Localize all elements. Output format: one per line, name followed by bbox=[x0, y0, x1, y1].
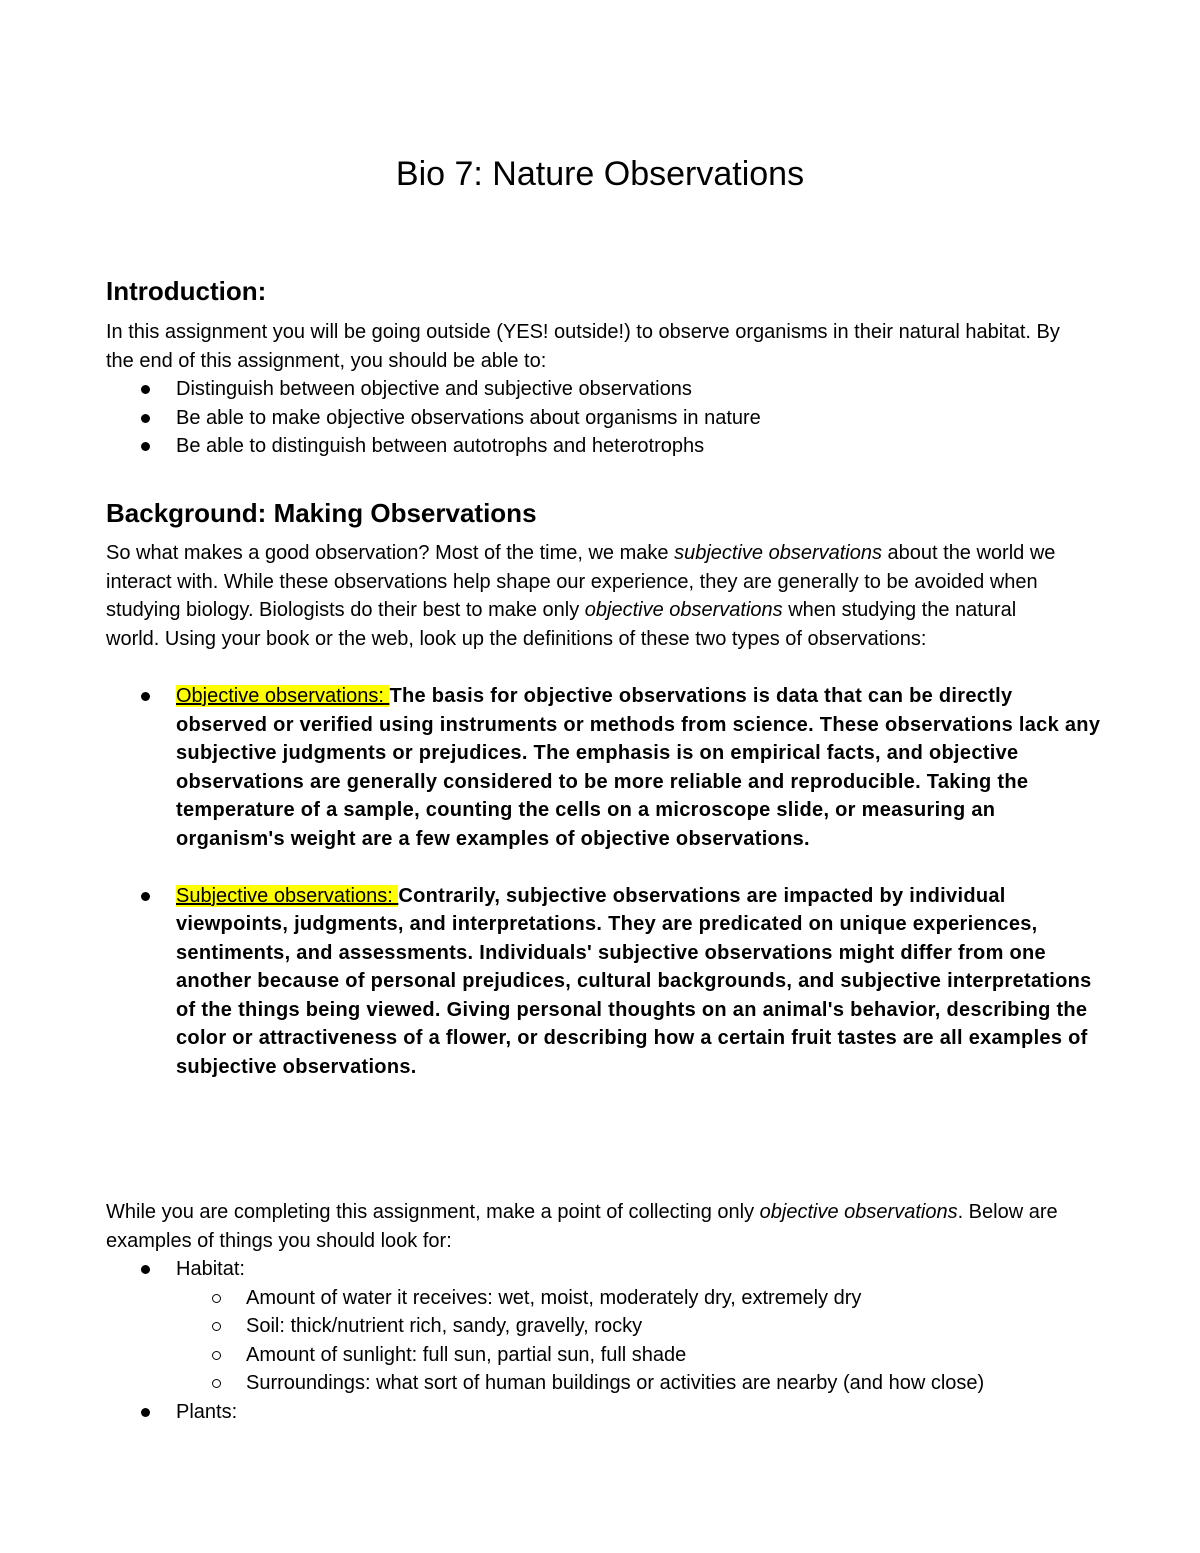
introduction-paragraph: In this assignment you will be going outside (YES! outside!) to observe organisms in their natural habitat. By the end of this assignment, you should be able to: bbox=[106, 321, 1060, 372]
introduction-heading: Introduction: bbox=[106, 276, 267, 306]
bullet-icon bbox=[141, 892, 150, 901]
bullet-icon bbox=[141, 442, 150, 451]
list-item: Amount of water it receives: wet, moist, moderately dry, extremely dry bbox=[106, 1284, 1096, 1313]
definition-objective bbox=[106, 682, 1106, 853]
list-item-habitat: Habitat: bbox=[106, 1255, 1096, 1284]
objective-definition: The basis for objective observations is data that can be directly observed or verified using instruments or methods from science. These observations lack any subjective judgments or prejudices. The emphasis is on empirical facts, and objective observations are generally considered to be more reliable and reproducible. Taking the temperature of a sample, counting the cells on a microscope slide, or measuring an organism's weight are a few examples of objective observations. bbox=[176, 685, 1101, 850]
list-item: Soil: thick/nutrient rich, sandy, gravelly, rocky bbox=[106, 1312, 1096, 1341]
hollow-bullet-icon bbox=[212, 1294, 221, 1303]
subjective-term: Subjective observations: bbox=[176, 884, 399, 907]
list-item-plants: Plants: bbox=[106, 1398, 1096, 1427]
definition-subjective bbox=[106, 882, 1106, 1082]
bullet-icon bbox=[141, 1408, 150, 1417]
list-item: Distinguish between objective and subjective observations bbox=[106, 375, 1096, 404]
list-item: Be able to distinguish between autotrophs and heterotrophs bbox=[106, 432, 1096, 461]
list-item: Surroundings: what sort of human buildings or activities are nearby (and how close) bbox=[106, 1369, 1096, 1398]
hollow-bullet-icon bbox=[212, 1322, 221, 1331]
definitions-list bbox=[106, 682, 1106, 1081]
subjective-definition: Contrarily, subjective observations are impacted by individual viewpoints, judgments, and interpretations. They are predicated on unique experiences, sentiments, and assessments. Individuals' subjective observations might differ from one another because of personal prejudices, cultural backgrounds, and subjective interpretations of the things being viewed. Giving personal thoughts on an animal's behavior, describing the color or attractiveness of a flower, or describing how a certain fruit tastes are all examples of subjective observations. bbox=[176, 884, 1092, 1078]
things-to-look-for-list bbox=[106, 1255, 1096, 1426]
background-heading: Background: Making Observations bbox=[106, 498, 537, 528]
bullet-icon bbox=[141, 692, 150, 701]
bullet-icon bbox=[141, 414, 150, 423]
background-paragraph: So what makes a good observation? Most of the time, we make subjective observations about the world we interact with. While these observations help shape our experience, they are generally to be avoided when studying biology. Biologists do their best to make only objective observations when studying the natural world. Using your book or the web, look up the definitions of these two types of observations: bbox=[106, 542, 1056, 650]
learning-goals-list bbox=[106, 375, 1096, 461]
hollow-bullet-icon bbox=[212, 1351, 221, 1360]
bullet-icon bbox=[141, 385, 150, 394]
collecting-paragraph: While you are completing this assignment, make a point of collecting only objective observations. Below are examples of things you should look for: bbox=[106, 1201, 1058, 1252]
objective-term: Objective observations: bbox=[176, 685, 390, 707]
hollow-bullet-icon bbox=[212, 1379, 221, 1388]
list-item: Be able to make objective observations about organisms in nature bbox=[106, 404, 1096, 433]
document-title: Bio 7: Nature Observations bbox=[395, 155, 805, 193]
list-item: Amount of sunlight: full sun, partial sun, full shade bbox=[106, 1341, 1096, 1370]
bullet-icon bbox=[141, 1265, 150, 1274]
